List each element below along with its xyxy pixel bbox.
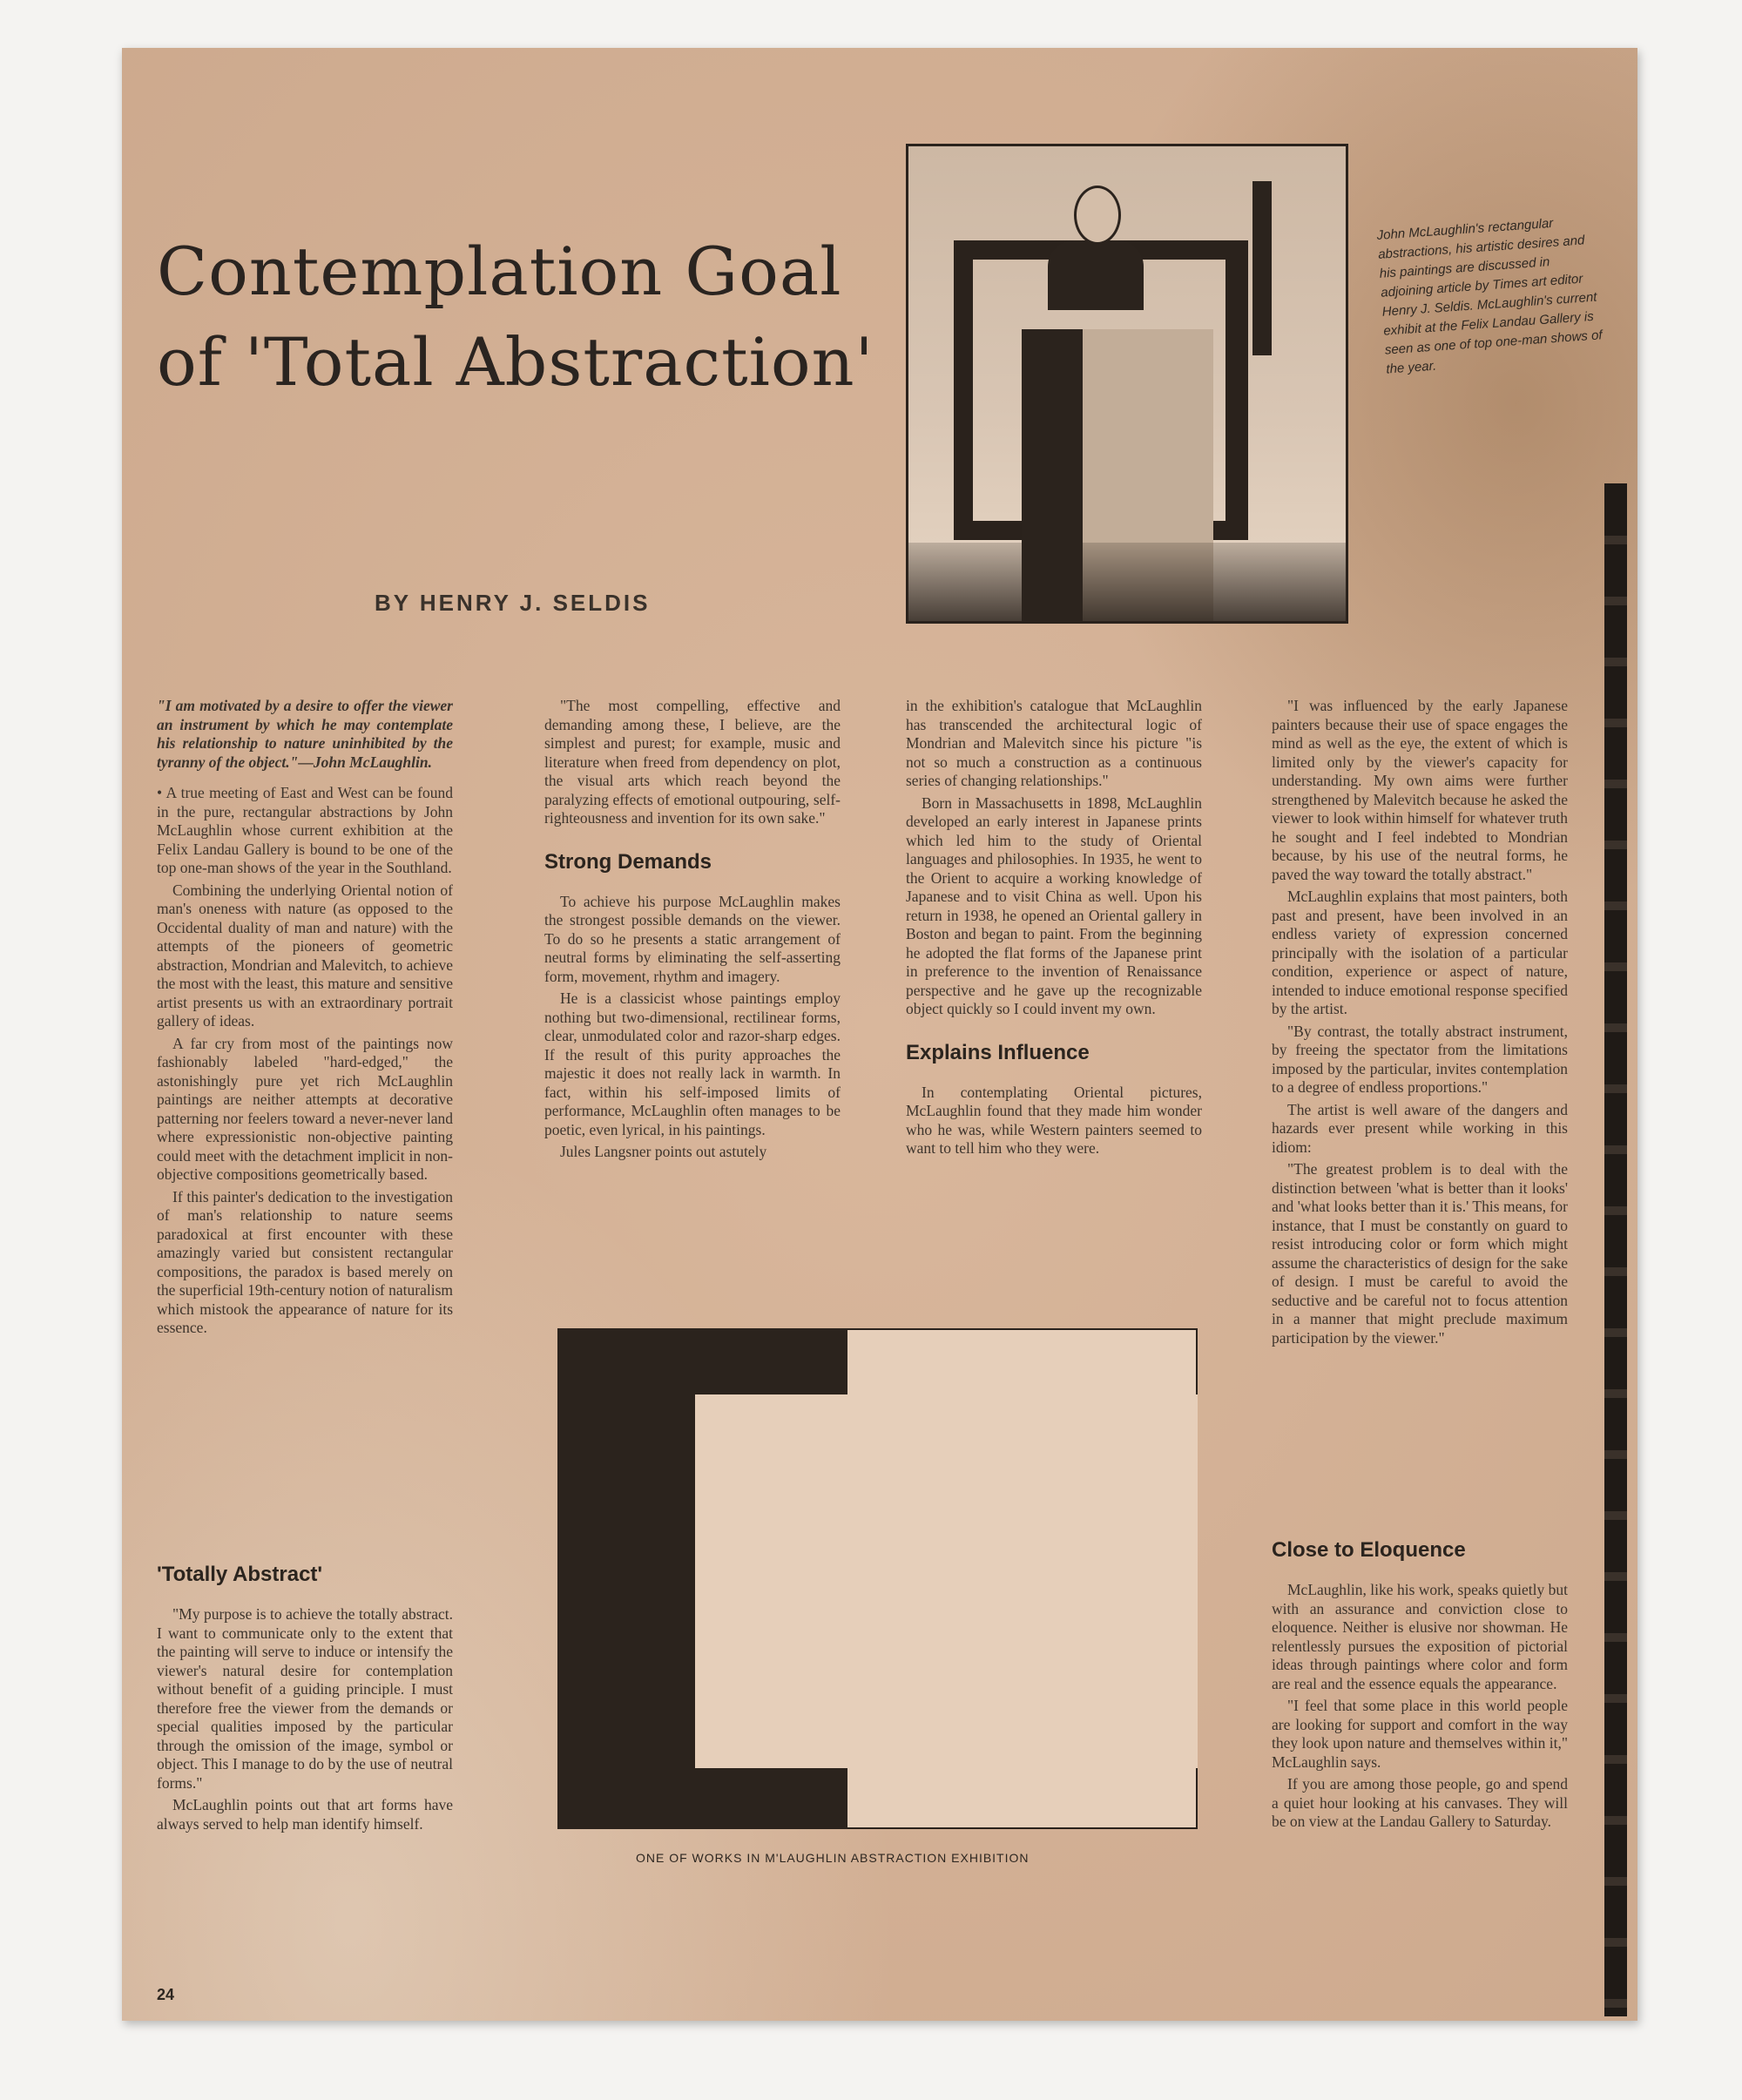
headline-line-1: Contemplation Goal — [157, 233, 842, 310]
paragraph: "The most compelling, effective and demanding among these, I believe, are the simplest and purest; for example, music and literature when freed from dependency on plot, the visual arts which reach beyond the paralyzing effects of emotional outpouring, self-righteousness and invention for its own sake." — [544, 697, 841, 827]
paragraph: In contemplating Oriental pictures, McLaughlin found that they made him wonder who he was, while Western painters seemed to want to tell him who they were. — [906, 1083, 1202, 1157]
subhead-explains-influence: Explains Influence — [906, 1040, 1090, 1064]
photo-artist-body — [1048, 240, 1144, 310]
column-1-continued — [157, 1562, 453, 1837]
paragraph: He is a classicist whose paintings employ nothing but two-dimensional, rectilinear forms, clear, unmodulated color and razor-sharp edges. If the result of this purity approaches the majestic it does not really lack in warmth. In fact, within his self-imposed limits of performance, McLaughlin often manages to be poetic, even lyrical, in his paintings. — [544, 989, 841, 1138]
photo-artist-head — [1074, 186, 1121, 245]
paragraph: A far cry from most of the paintings now fashionably labeled "hard-edged," the astonishingly pure yet rich McLaughlin paintings are neither attempts at decorative patterning nor feelers toward a never-never land where expressionistic non-objective painting could meet with the detachment implicit in non-objective compositions geometrically based. — [157, 1034, 453, 1183]
newspaper-page — [122, 48, 1637, 2021]
paragraph: McLaughlin points out that art forms have always served to help man identify himself. — [157, 1796, 453, 1833]
column-1 — [157, 697, 453, 1341]
painting-light-field — [695, 1394, 1198, 1768]
subhead-close-to-eloquence: Close to Eloquence — [1272, 1538, 1466, 1562]
paragraph: Jules Langsner points out astutely — [560, 1143, 767, 1160]
column-4 — [1272, 697, 1568, 1351]
paragraph: "My purpose is to achieve the totally abstract. I want to communicate only to the extent that the painting will serve to induce or intensify the viewer's natural desire for contemplation without benefit of a guiding principle. I must therefore free the viewer from the demands or special qualities imposed by the particular through the omission of the image, symbol or object. This I manage to do by the use of neutral forms." — [157, 1605, 453, 1792]
paragraph: McLaughlin, like his work, speaks quietly but with an assurance and conviction close to eloquence. Neither is elusive nor showman. He relentlessly pursues the exposition of pictorial ideas through paintings where color and form are real and the essence equals the appearance. — [1272, 1581, 1568, 1692]
paragraph: If this painter's dedication to the investigation of man's relationship to nature seems paradoxical at first encounter with these amazingly varied but consistent rectangular compositions, the paradox is based merely on the superficial 19th-century notion of naturalism which mistook the appearance of nature for its essence. — [157, 1187, 453, 1336]
pull-quote: "I am motivated by a desire to offer the viewer an instrument by which he may contemplate his relationship to nature uninhibited by the tyranny of the object."—John McLaughlin. — [157, 697, 453, 771]
byline: BY HENRY J. SELDIS — [375, 590, 651, 616]
paragraph: "I feel that some place in this world people are looking for support and comfort in the way they look upon nature and themselves within it," McLaughlin says. — [1272, 1697, 1568, 1771]
painting-caption: ONE OF WORKS IN M'LAUGHLIN ABSTRACTION EXHIBITION — [636, 1851, 1030, 1865]
paragraph: Combining the underlying Oriental notion of man's oneness with nature (as opposed to the Occidental duality of man and nature) with the attempts of the pioneers of geometric abstraction, Mondrian and Malevitch, to achieve the most with the least, this mature and sensitive artist presents us with an extraordinary portrait gallery of ideas. — [157, 881, 453, 1030]
subhead-totally-abstract: 'Totally Abstract' — [157, 1563, 323, 1586]
painting-dark-left-band — [557, 1328, 695, 1829]
column-4-continued — [1272, 1537, 1568, 1835]
painting-dark-top-band — [695, 1328, 847, 1394]
paragraph: The artist is well aware of the dangers and hazards ever present while working in this idiom: — [1272, 1100, 1568, 1156]
paragraph: • A true meeting of East and West can be found in the pure, rectangular abstractions by John McLaughlin whose current exhibition at the Felix Landau Gallery is bound to be one of the top one-man shows of the year in the Southland. — [157, 784, 453, 876]
paragraph: McLaughlin explains that most painters, both past and present, have been involved in an endless variety of expression concerned principally with the isolation of a particular condition, experience or aspect of nature, intended to induce emotional response specified by the artist. — [1272, 888, 1568, 1017]
paragraph: "The greatest problem is to deal with the distinction between 'what is better than it looks' and 'what looks better than it is.' This means, for instance, that I must be constantly on guard to resist introducing color or form which might assume the characteristics of design for the sake of design. I must be careful to avoid the seductive and be careful not to focus attention in a manner that might preclude maximum participation by the viewer." — [1272, 1160, 1568, 1347]
headline — [157, 226, 941, 408]
subhead-strong-demands: Strong Demands — [544, 849, 712, 874]
paragraph: in the exhibition's catalogue that McLaughlin has transcended the architectural logic of Mondrian and Malevitch since his picture "is not so much a construction as a continuous series of changing relationships." — [906, 697, 1202, 789]
painting-dark-bottom-band — [695, 1768, 847, 1829]
paragraph: To achieve his purpose McLaughlin makes the strongest possible demands on the viewer. To do so he presents a static arrangement of neutral forms by eliminating the self-asserting form, movement, rhythm and imagery. — [544, 892, 841, 985]
headline-line-2: of 'Total Abstraction' — [157, 323, 874, 401]
page-number: 24 — [157, 1986, 175, 2003]
photo-caption: John McLaughlin's rectangular abstractions, his artistic desires and his paintings are discussed in adjoining article by Times art editor Henry J. Seldis. McLaughlin's current exhibit at the Felix Landau Gallery is seen as one of top one-man shows of the year. — [1376, 215, 1604, 377]
artist-photo — [906, 144, 1348, 624]
painting-reproduction — [557, 1328, 1198, 1829]
photo-dark-strip — [1252, 181, 1272, 355]
paragraph: "By contrast, the totally abstract instrument, by freeing the spectator from the limitations imposed by the particular, invites contemplation to a degree of endless proportions." — [1272, 1022, 1568, 1096]
paragraph: Born in Massachusetts in 1898, McLaughlin developed an early interest in Japanese prints which led him to the study of Oriental languages and philosophies. In 1935, he went to the Orient to acquire a working knowledge of Japanese and to visit China as well. Upon his return in 1938, he opened an Oriental gallery in Boston and began to paint. From the beginning he adopted the flat forms of the Japanese print in preference to the invention of Renaissance perspective and he gave up the recognizable object quickly so I could invent my own. — [906, 793, 1202, 1017]
adjacent-page-edge — [1604, 483, 1627, 2016]
paragraph: If you are among those people, go and spend a quiet hour looking at his canvases. They will be on view at the Landau Gallery to Saturday. — [1272, 1775, 1568, 1830]
column-3 — [906, 697, 1202, 1162]
column-2 — [544, 697, 841, 1165]
photo-floor-shadow — [908, 543, 1346, 621]
paragraph: "I was influenced by the early Japanese painters because their use of space engages the mind as well as the eye, the extent of which is limited only by the viewer's capacity for understanding. My own aims were further strengthened by Malevitch because he asked the viewer to look within himself for whatever truth he sought and I feel indebted to Mondrian because, by his use of the neutral forms, he paved the way toward the totally abstract." — [1272, 697, 1568, 883]
